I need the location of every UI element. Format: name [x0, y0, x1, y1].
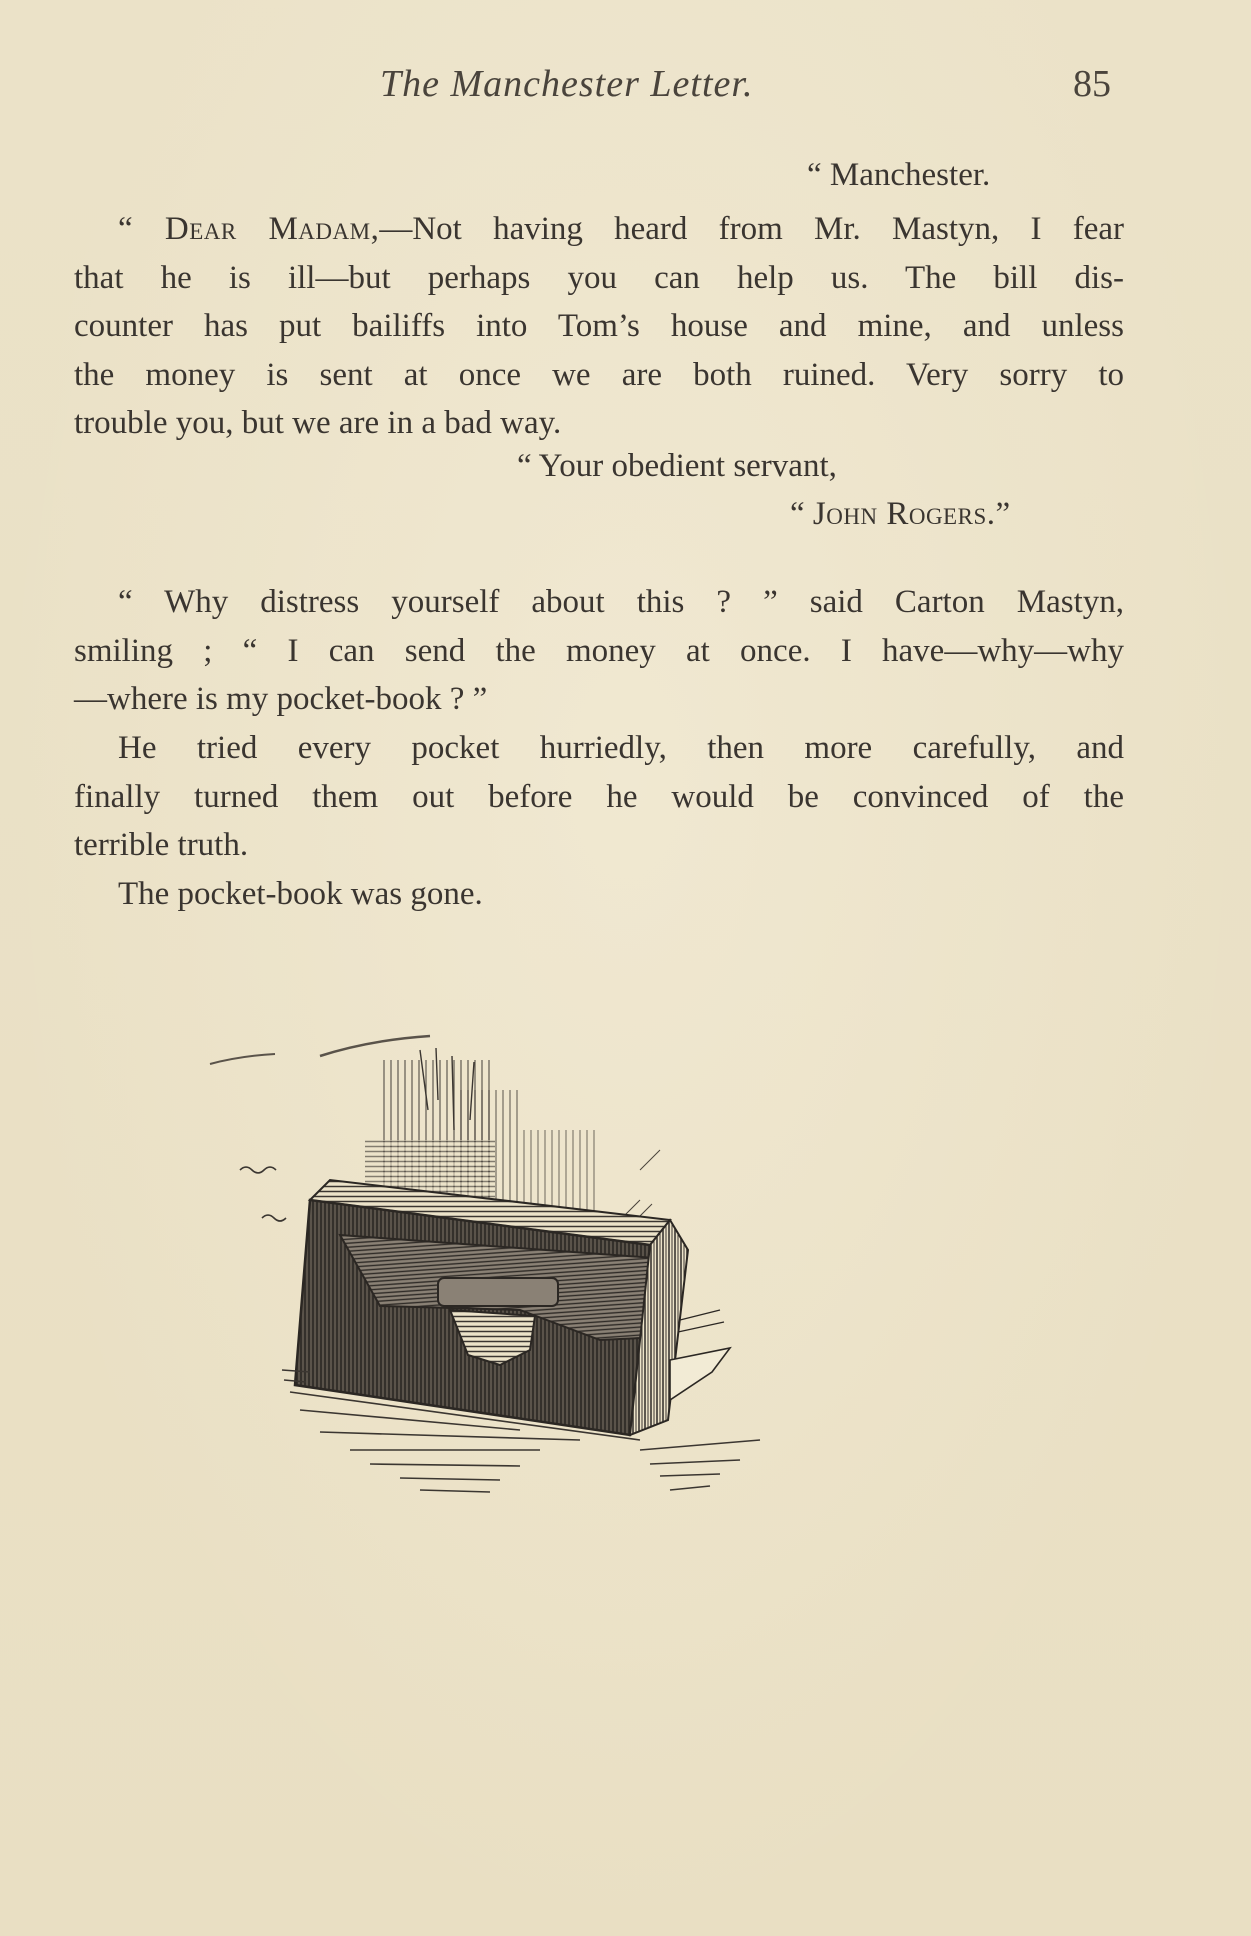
paragraph-1-line-1: “ Why distress yourself about this ? ” said Carton Mastyn, [118, 584, 1124, 620]
letter-signature: “ John Rogers.” [790, 496, 1011, 532]
paragraph-1 [74, 578, 1124, 724]
paragraph-1-line-2: smiling ; “ I can send the money at once. I have—why—why [74, 632, 1124, 669]
letter-place: “ Manchester. [807, 157, 991, 193]
paragraph-3 [74, 870, 1124, 919]
letter-line-4: the money is sent at once we are both ruined. Very sorry to [74, 356, 1124, 393]
paragraph-3-line-1: The pocket-book was gone. [118, 876, 483, 912]
letter-line-5: trouble you, but we are in a bad way. [74, 405, 562, 442]
paragraph-2-line-1: He tried every pocket hurriedly, then more carefully, and [118, 730, 1124, 766]
running-title: The Manchester Letter. [380, 63, 754, 105]
page-number: 85 [1073, 63, 1111, 105]
letter-line-1: “ Dear Madam,—Not having heard from Mr. Mastyn, I fear [118, 211, 1124, 247]
letter-closing: “ Your obedient servant, [517, 448, 837, 484]
letter-salutation: “ Dear Madam, [118, 211, 380, 247]
letter-line-2: that he is ill—but perhaps you can help us. The bill dis- [74, 259, 1124, 296]
letter-body [74, 205, 1124, 448]
paragraph-2 [74, 724, 1124, 870]
paragraph-2-line-3: terrible truth. [74, 827, 249, 864]
pocket-book-engraving [200, 1020, 880, 1580]
paragraph-1-line-3: —where is my pocket-book ? ” [74, 681, 488, 718]
paragraph-2-line-2: finally turned them out before he would be convinced of the [74, 778, 1124, 815]
letter-line-3: counter has put bailiffs into Tom’s house and mine, and unless [74, 308, 1124, 345]
